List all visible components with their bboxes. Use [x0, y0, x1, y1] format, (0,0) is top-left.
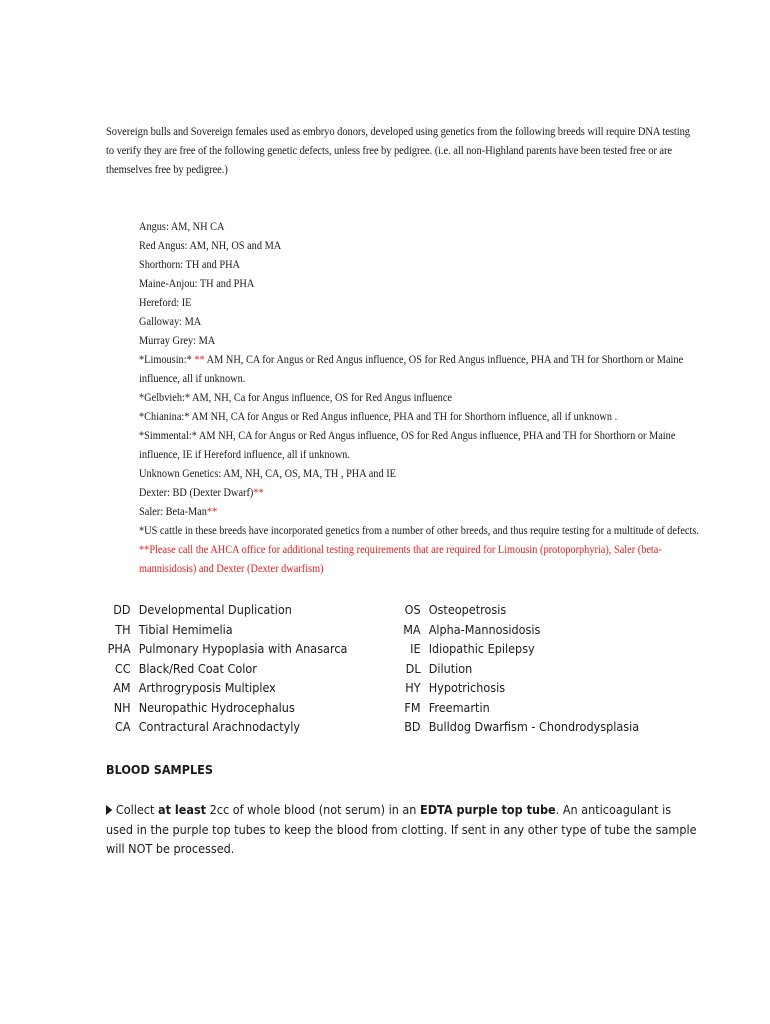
legend-row: [390, 698, 639, 718]
defect-name: Alpha-Mannosidosis: [428, 621, 541, 637]
blood-text-part: 2cc of whole blood (not serum) in an: [206, 802, 421, 817]
defect-name: Tibial Hemimelia: [138, 621, 233, 637]
legend-row: [390, 717, 639, 737]
intro-paragraph: Sovereign bulls and Sovereign females used as embryo donors, developed using genetics from the following breeds will require DNA testing to verify they are free of the following genetic defects, unless free by pedigree. (i.e. all non-Highland parents have been tested free or are themselves free by pedigree.): [106, 124, 690, 176]
limousin-text: AM NH, CA for Angus or Red Angus influence, OS for Red Angus influence, PHA and TH for Shorthorn or Maine influence, all if unknown.: [139, 352, 684, 385]
legend-row: [100, 698, 347, 718]
breed-angus: Angus: AM, NH CA: [139, 219, 225, 233]
defect-code: IE: [410, 641, 421, 656]
breed-maine-anjou: Maine-Anjou: TH and PHA: [139, 276, 255, 290]
legend-row: [100, 717, 347, 737]
defect-name: Dilution: [428, 660, 473, 676]
breed-dexter: [139, 483, 689, 502]
breed-shorthorn: Shorthorn: TH and PHA: [139, 257, 241, 271]
saler-stars: **: [206, 504, 218, 518]
defect-name: Neuropathic Hydrocephalus: [138, 699, 295, 715]
blood-samples-heading: BLOOD SAMPLES: [106, 762, 213, 777]
defect-code: BD: [404, 719, 421, 734]
legend-row: [100, 659, 347, 679]
breed-murray-grey: Murray Grey: MA: [139, 333, 216, 347]
defect-code: AM: [113, 680, 131, 695]
defect-name: Osteopetrosis: [428, 602, 507, 617]
defect-code: HY: [405, 680, 421, 695]
blood-text-part: Collect: [115, 802, 158, 817]
legend-row: [100, 678, 347, 698]
defect-name: Arthrogryposis Multiplex: [138, 680, 276, 695]
legend-row: [390, 639, 639, 659]
us-cattle-note: *US cattle in these breeds have incorporated genetics from a number of other breeds, and thus require testing for a multitude of defects.: [139, 523, 699, 537]
defect-code: DD: [113, 602, 131, 617]
breed-requirements-list: [139, 217, 699, 578]
defect-code: DL: [405, 660, 421, 676]
defect-code: FM: [404, 699, 421, 715]
defect-code: CA: [115, 719, 131, 734]
breed-chianina: *Chianina:* AM NH, CA for Angus or Red Angus influence, PHA and TH for Shorthorn influence, all if unknown .: [139, 409, 618, 423]
defect-code: PHA: [107, 641, 131, 656]
legend-row: [100, 639, 347, 659]
defects-legend-left: [100, 600, 347, 737]
defect-code: TH: [115, 621, 131, 637]
blood-emphasis-at-least: at least: [157, 802, 207, 817]
legend-row: [100, 600, 347, 620]
legend-row: [390, 600, 639, 620]
defect-code: NH: [113, 699, 131, 715]
defect-name: Developmental Duplication: [138, 602, 292, 617]
defect-code: OS: [404, 602, 421, 617]
breed-simmental: *Simmental:* AM NH, CA for Angus or Red Angus influence, OS for Red Angus influence, PHA and TH for Shorthorn or Maine influence, IE if Hereford influence, all if unknown.: [139, 428, 676, 461]
legend-row: [390, 659, 639, 679]
defect-code: MA: [403, 621, 421, 637]
defect-name: Pulmonary Hypoplasia with Anasarca: [138, 641, 348, 656]
defect-code: CC: [114, 660, 131, 676]
breed-red-angus: Red Angus: AM, NH, OS and MA: [139, 238, 282, 252]
defect-name: Bulldog Dwarfism - Chondrodysplasia: [428, 719, 640, 734]
breed-hereford: Hereford: IE: [139, 295, 192, 309]
saler-text: Saler: Beta-Man: [139, 504, 207, 518]
intro-section: [106, 122, 690, 179]
blood-emphasis-edta-tube: EDTA purple top tube: [420, 802, 556, 817]
dexter-text: Dexter: BD (Dexter Dwarf): [139, 485, 254, 499]
dexter-stars: **: [253, 485, 264, 499]
defect-name: Freemartin: [428, 699, 490, 715]
legend-row: [100, 620, 347, 640]
limousin-stars: **: [194, 352, 205, 366]
breed-limousin: [139, 350, 698, 388]
blood-samples-instructions: [106, 800, 700, 859]
breed-saler: [139, 502, 689, 521]
ahca-office-note: **Please call the AHCA office for additional testing requirements that are required for Limousin (protoporphyria), Saler (beta-mannisidosis) and Dexter (Dexter dwarfism): [139, 542, 662, 575]
blood-text-part: . An anticoagulant is used in the purple top tubes to keep the blood from clotting. If sent in any other type of tube the sample will NOT be processed.: [106, 802, 697, 856]
defect-name: Idiopathic Epilepsy: [428, 641, 535, 656]
triangle-bullet-icon: [106, 805, 112, 815]
defect-name: Hypotrichosis: [428, 680, 506, 695]
limousin-label: *Limousin:*: [139, 352, 195, 366]
legend-row: [390, 678, 639, 698]
defect-name: Contractural Arachnodactyly: [138, 719, 301, 734]
defects-legend-right: [390, 600, 639, 737]
breed-galloway: Galloway: MA: [139, 314, 202, 328]
breed-gelbvieh: *Gelbvieh:* AM, NH, Ca for Angus influence, OS for Red Angus influence: [139, 390, 452, 404]
breed-unknown-genetics: Unknown Genetics: AM, NH, CA, OS, MA, TH , PHA and IE: [139, 466, 396, 480]
defect-name: Black/Red Coat Color: [138, 660, 257, 676]
legend-row: [390, 620, 639, 640]
